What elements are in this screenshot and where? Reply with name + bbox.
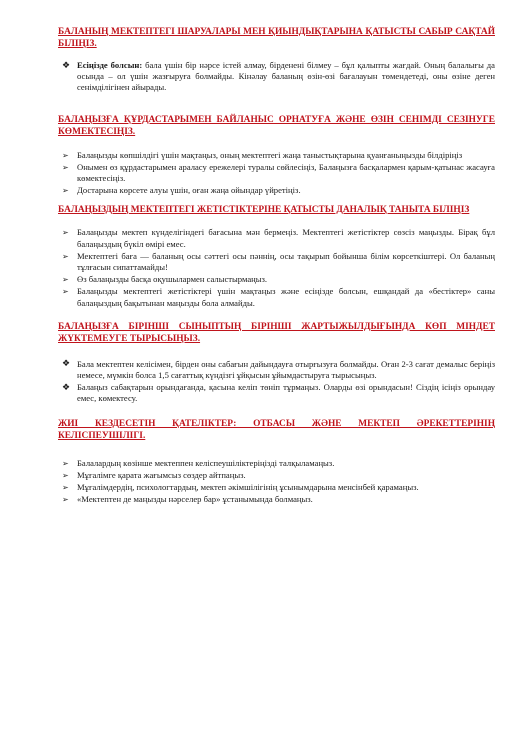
section-list: [58, 227, 495, 308]
section-list: [58, 60, 495, 94]
arrow-bullet-icon: ➢: [62, 483, 69, 493]
section-list: [58, 458, 495, 506]
item-text: Балаңыз сабақтарын орындағанда, қасына келіп төніп тұрмаңыз. Оларды өзі орындасын! Сіздің ісіңіз орындау емес, көмектесу.: [77, 382, 495, 404]
list-item: [58, 458, 495, 469]
section-list: [58, 150, 495, 197]
section-title: БАЛАҢЫЗҒА БІРІНШІ СЫНЫПТЫҢ БІРІНШІ ЖАРТЫЖЫЛДЫҒЫНДА КӨП МІНДЕТ ЖҮКТЕМЕУГЕ ТЫРЫСЫҢЫЗ.: [58, 321, 495, 344]
arrow-bullet-icon: ➢: [62, 458, 69, 468]
arrow-bullet-icon: ➢: [62, 186, 69, 196]
item-text: Мұғалімге қарата жағымсыз сөздер айтпаңыз.: [77, 469, 246, 480]
arrow-bullet-icon: ➢: [62, 495, 69, 505]
item-text: Балаңызды мектеп күнделігіндегі бағасына мән бермеңіз. Мектептегі жетістіктер сөзсіз маңызды. Бірақ бұл балаңыздың бүкіл өмірі емес.: [77, 227, 495, 249]
item-text: Достарына көрсете алуы үшін, оған жаңа ойындар үйретіңіз.: [77, 185, 301, 196]
item-text: Онымен өз құрдастарымен араласу ережелері туралы сөйлесіңіз, Балаңызға басқалармен қарым-қатынас жасауға көмектесіңіз.: [77, 161, 495, 184]
section-title: БАЛАҢЫЗДЫҢ МЕКТЕПТЕГІ ЖЕТІСТІКТЕРІНЕ ҚАТЫСТЫ ДАНАЛЫҚ ТАНЫТА БІЛІҢІЗ: [58, 205, 470, 216]
diamond-bullet-icon: ❖: [62, 59, 71, 70]
list-item: [58, 274, 495, 285]
list-item: [58, 162, 495, 184]
list-item: [58, 382, 495, 404]
item-text: «Мектептен де маңызды нәрселер бар» ұстанымында болмаңыз.: [77, 494, 313, 505]
list-item: [58, 470, 495, 481]
list-item: [58, 494, 495, 505]
arrow-bullet-icon: ➢: [62, 470, 69, 480]
arrow-bullet-icon: ➢: [62, 287, 69, 297]
item-text: Балалардың көзінше мектеппен келіспеушіліктеріңізді талқыламаңыз.: [77, 457, 335, 468]
diamond-bullet-icon: ❖: [62, 358, 71, 369]
item-text: Өз балаңызды басқа оқушылармен салыстырмаңыз.: [77, 274, 268, 285]
item-text: Мұғалімдердің, психологтардың, мектеп әкімшілігінің ұсынымдарына менсінбей қарамаңыз.: [77, 482, 419, 493]
item-lead: Есіңізде болсын:: [77, 60, 143, 70]
list-item: [58, 185, 495, 196]
list-item: [58, 482, 495, 493]
item-text: Мектептегі баға — баланың осы сәттегі осы пәннің, осы тақырып бойынша білім көрсеткіштері. Ол баланың тұлғасын сипаттамайды!: [77, 250, 495, 273]
list-item: [58, 251, 495, 273]
list-item: [58, 286, 495, 308]
item-text: Балаңызды көпшілдігі үшін мақтаңыз, оның мектептегі жаңа таныстықтарына қуанғаныңызды білдіріңіз: [77, 149, 463, 160]
section-title: БАЛАҢЫЗҒА ҚҰРДАСТАРЫМЕН БАЙЛАНЫС ОРНАТУҒА ЖӘНЕ ӨЗІН СЕНІМДІ СЕЗІНУГЕ КӨМЕКТЕСІҢІЗ.: [58, 114, 495, 137]
section-title: БАЛАНЫҢ МЕКТЕПТЕГІ ШАРУАЛАРЫ МЕН ҚИЫНДЫҚТАРЫНА ҚАТЫСТЫ САБЫР САҚТАЙ БІЛІҢІЗ.: [58, 27, 495, 49]
diamond-bullet-icon: ❖: [62, 381, 71, 392]
arrow-bullet-icon: ➢: [62, 228, 69, 238]
arrow-bullet-icon: ➢: [62, 251, 69, 261]
section-list: [58, 359, 495, 405]
section-title: ЖИІ КЕЗДЕСЕТІН ҚАТЕЛІКТЕР: ОТБАСЫ ЖӘНЕ МЕКТЕП ӘРЕКЕТТЕРІНІҢ КЕЛІСПЕУШІЛІГІ.: [58, 418, 495, 441]
item-text: бала үшін бір нәрсе істей алмау, бірденені білмеу – бұл қалыпты жағдай. Оның балалығы да осында – ол үшін жазғыруға болмайды. Кінәлау баланың өзін-өзі бағалауын төмендетеді, оны өзіне деген сенімділігінен айырады.: [77, 60, 495, 93]
list-item: [58, 60, 495, 94]
item-text: Балаңызды мектептегі жетістіктері үшін мақтаңыз және есіңізде болсын, ешқандай да «бестіктер» саны балаңыздың бақытынан маңызды бола алмайды.: [77, 286, 495, 308]
item-text: Бала мектептен келісімен, бірден оны сабағын дайындауға отырғызуға болмайды. Оған 2-3 сағат демалыс беріңіз немесе, мүмкін болса 1,5 сағаттық күндізгі ұйқысын ұйымдастыруға тырысыңыз.: [77, 358, 495, 381]
list-item: [58, 150, 495, 161]
list-item: [58, 227, 495, 249]
list-item: [58, 359, 495, 381]
arrow-bullet-icon: ➢: [62, 150, 69, 160]
arrow-bullet-icon: ➢: [62, 162, 69, 172]
arrow-bullet-icon: ➢: [62, 275, 69, 285]
